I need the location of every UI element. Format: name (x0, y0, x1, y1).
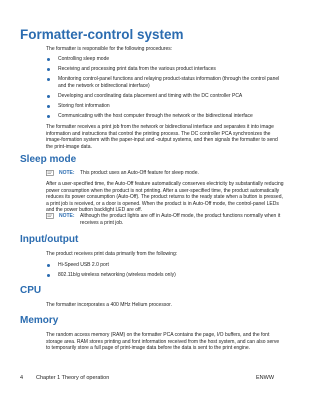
note-text: This product uses an Auto-Off feature for sleep mode. (80, 170, 199, 176)
note-icon (46, 213, 56, 219)
input-output-intro: The product receives print data primarily from the following: (46, 251, 178, 257)
page-number: 4 (20, 375, 24, 381)
note-label: NOTE: (59, 170, 75, 176)
manual-page: Formatter-control system The formatter is responsible for the following procedures: Controlling sleep mode Receiving and processing print data from the various product interfaces Monitoring control-panel functions and relaying product-status information (through the control panel and the network or bidirectional interface) Developing and coordinating data placement and timing with the DC controller PCA Storing font information Communicating with the host computer through the network or the bidirectional interface The formatter receives a print job from the network or bidirectional interface and separates it into image information and instructions that control the printing process. The DC controller PCA synchronizes the image-formation system with the paper-input and -output systems, and then signals the formatter to send the print-image data. Sleep mode NOTE: This product uses an Auto-Off feature for sleep mode. After a user-specified time, the Auto-Off feature automatically conserves electricity by substantially reducing power consumption when the product is not printing. After a user-specified time, the product automatically reduces its power consumption (Auto-Off). The product returns to the ready state when a button is pressed, a print job is received, or a door is opened. When the product is in Auto-Off mode, the control-panel LEDs and the power button backlight LED are off. NOTE: Although the product lights are off in Auto-Off mode, the product functions normally when it receives a print job. Input/output The product receives print data primarily from the following: Hi-Speed USB 2.0 port 802.11b/g wireless networking (wireless models only) CPU The formatter incorporates a 400 MHz Helium processor. Memory The random access memory (RAM) on the formatter PCA contains the page, I/O buffers, and the font storage area. RAM stores printing and font information received from the host system, and can also serve to temporarily store a full page of print-image data before the data is sent to the print engine. 4 Chapter 1 Theory of operation ENWW (20, 27, 284, 381)
bullet-icon (47, 115, 50, 118)
note-icon (46, 170, 56, 176)
section-title: Formatter-control system (20, 27, 184, 42)
bullet-icon (47, 58, 50, 61)
bullet-icon (47, 274, 50, 277)
cpu-heading: CPU (20, 285, 42, 296)
chapter-label: Chapter 1 Theory of operation (36, 375, 110, 381)
sleep-mode-paragraph: After a user-specified time, the Auto-Off feature automatically conserves electricity by substantially reducing power consumption when the product is not printing. After a user-specified time, the product automatically reduces its power consumption (Auto-Off). The product returns to the ready state when a button is pressed, a print job is received, or a door is opened. When the product is in Auto-Off mode, the control-panel LEDs and the power button backlight LED are off. (46, 181, 284, 214)
cpu-text: The formatter incorporates a 400 MHz Helium processor. (46, 302, 172, 308)
brand-label: ENWW (256, 375, 275, 381)
bullet-icon (47, 68, 50, 71)
memory-heading: Memory (20, 315, 59, 326)
input-output-heading: Input/output (20, 234, 79, 245)
formatter-paragraph: The formatter receives a print job from the network or bidirectional interface and separates it into image information and instructions that control the printing process. The DC controller PCA synchronizes the image-formation system with the paper-input and -output systems, and then signals the formatter to send the print-image data. (46, 124, 278, 150)
sleep-mode-heading: Sleep mode (20, 154, 77, 165)
bullet-icon (47, 78, 50, 81)
memory-paragraph: The random access memory (RAM) on the formatter PCA contains the page, I/O buffers, and the font storage area. RAM stores printing and font information received from the host system, and can also serve to temporarily store a full page of print-image data before the data is sent to the print engine. (46, 332, 280, 352)
intro-text: The formatter is responsible for the following procedures: (46, 46, 173, 52)
note-label: NOTE: (59, 213, 75, 219)
bullet-icon (47, 95, 50, 98)
note-text: Although the product lights are off in Auto-Off mode, the product functions normally when it receives a print job. (80, 213, 281, 226)
bullet-icon (47, 264, 50, 267)
bullet-icon (47, 105, 50, 108)
